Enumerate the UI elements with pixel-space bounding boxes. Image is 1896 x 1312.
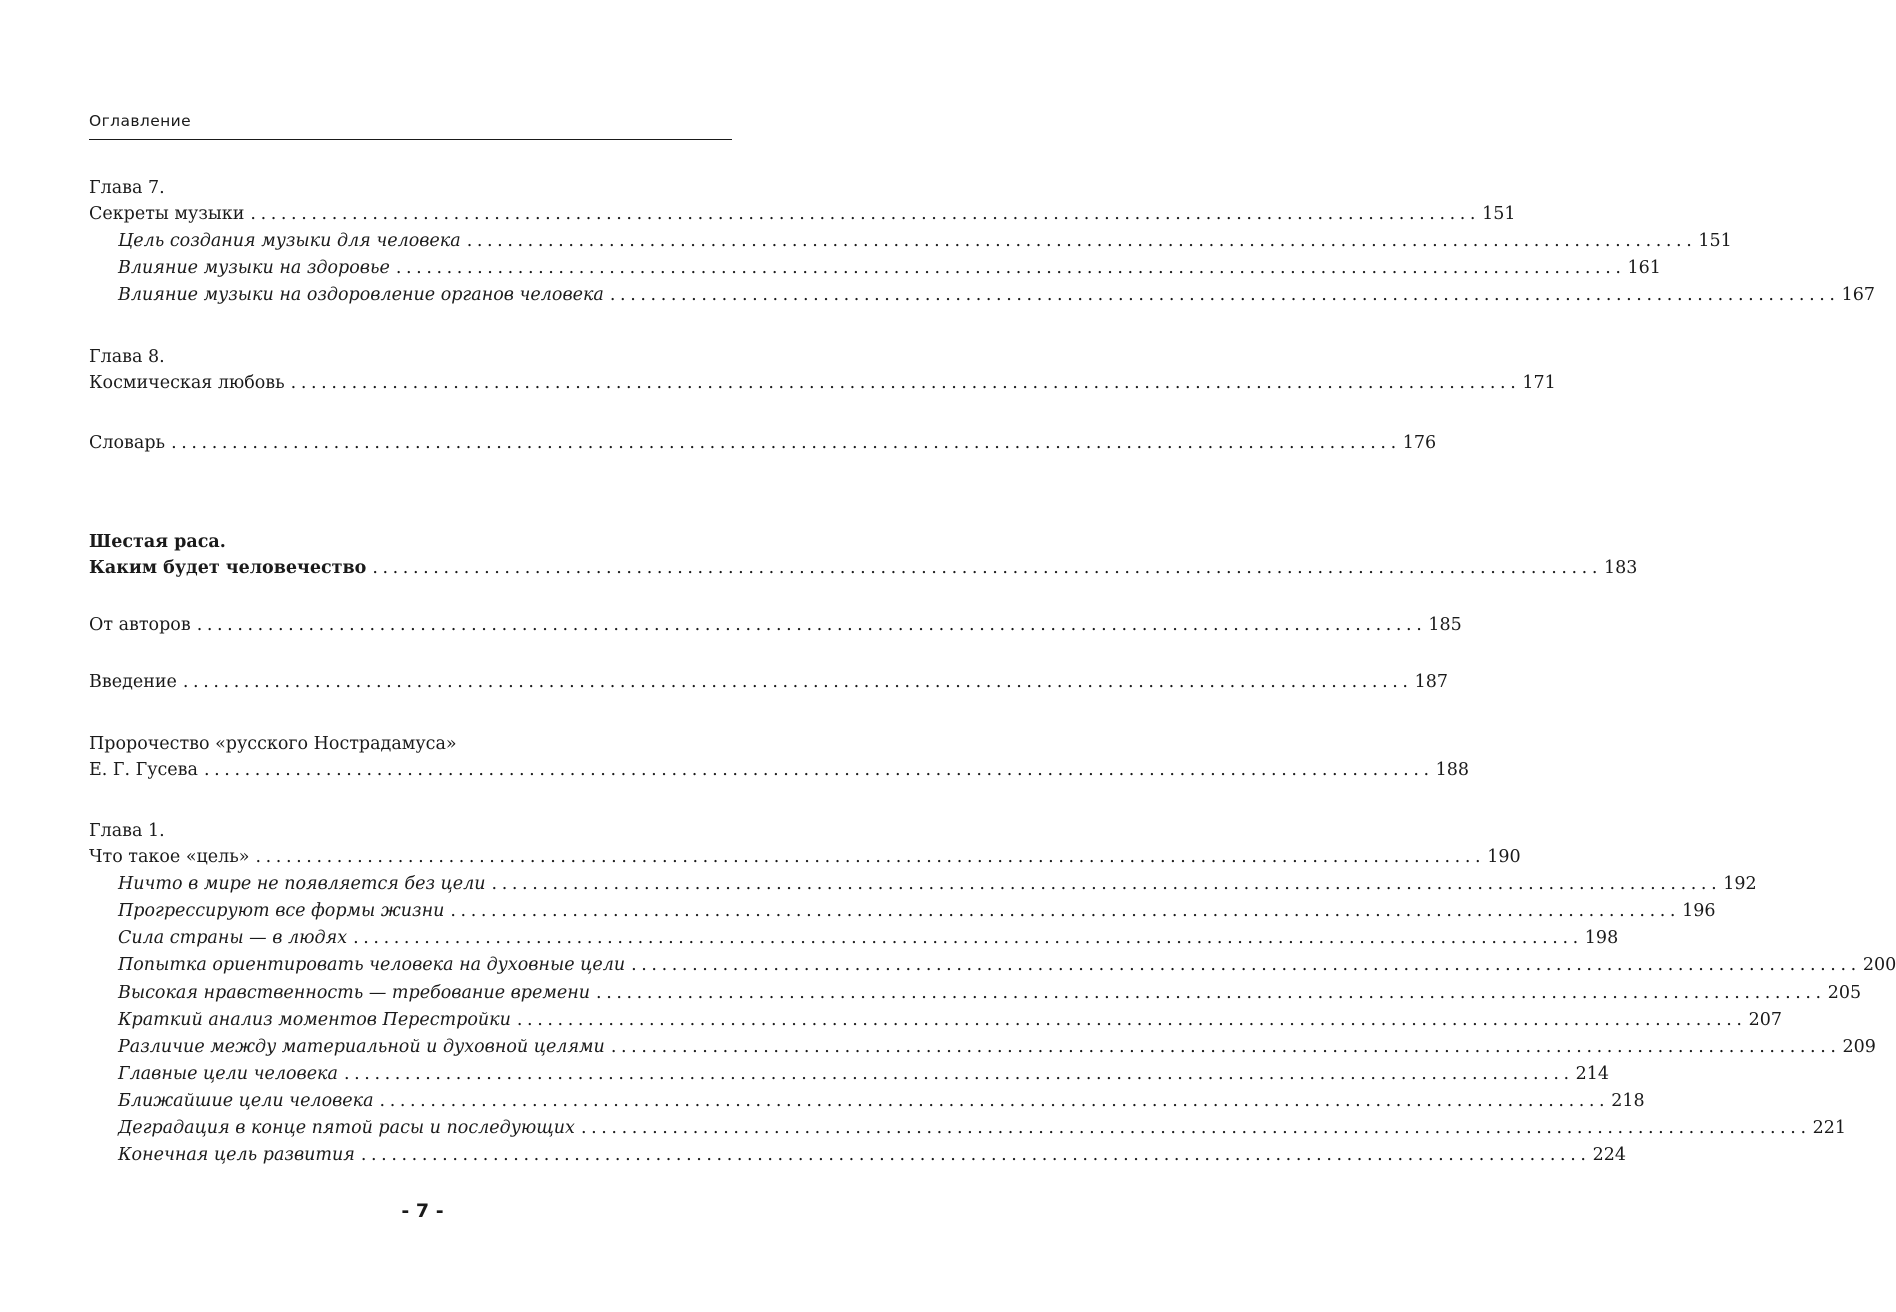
toc-subentry[interactable]: [118, 1116, 1847, 1140]
toc-subentry-title: Краткий анализ моментов Перестройки: [118, 1010, 511, 1030]
leader-dots: .........................................................................................................................: [372, 558, 1603, 578]
leader-dots: .........................................................................................................................: [379, 1091, 1610, 1111]
entry-label: Пророчество «русского Нострадамуса»: [89, 734, 457, 754]
toc-subentry[interactable]: [118, 1035, 1876, 1059]
toc-subentry[interactable]: [118, 283, 1875, 307]
toc-subentry-title: Ближайшие цели человека: [118, 1091, 374, 1111]
toc-entry-page: 187: [1414, 672, 1448, 692]
toc-subentry-page: 167: [1841, 285, 1875, 305]
leader-dots: .........................................................................................................................: [596, 983, 1826, 1003]
toc-subentry-page: 200: [1862, 955, 1896, 975]
leader-dots: .........................................................................................................................: [203, 760, 1434, 780]
toc-entry-page: 190: [1487, 847, 1521, 867]
leader-dots: .........................................................................................................................: [466, 231, 1697, 251]
toc-entry-page: 151: [1482, 204, 1516, 224]
part-label: Шестая раса.: [89, 532, 226, 552]
leader-dots: .........................................................................................................................: [196, 615, 1427, 635]
toc-entry[interactable]: [89, 613, 1462, 637]
toc-subentry-page: 151: [1698, 231, 1732, 251]
toc-subentry[interactable]: [118, 1089, 1645, 1113]
toc-subentry-page: 214: [1575, 1064, 1610, 1084]
toc-subentry[interactable]: [118, 953, 1896, 977]
leader-dots: .........................................................................................................................: [450, 901, 1681, 921]
toc-subentry-page: 221: [1812, 1118, 1847, 1138]
leader-dots: .........................................................................................................................: [516, 1010, 1747, 1030]
chapter-label: Глава 7.: [89, 178, 165, 198]
toc-subentry-page: 161: [1627, 258, 1661, 278]
leader-dots: .........................................................................................................................: [343, 1064, 1574, 1084]
toc-subentry[interactable]: [118, 229, 1732, 253]
toc-subentry-title: Влияние музыки на здоровье: [118, 258, 390, 278]
leader-dots: .........................................................................................................................: [580, 1118, 1811, 1138]
toc-subentry[interactable]: [118, 256, 1661, 280]
toc-subentry[interactable]: [118, 1062, 1610, 1086]
toc-subentry-title: Цель создания музыки для человека: [118, 231, 461, 251]
toc-subentry-title: Деградация в конце пятой расы и последующих: [118, 1118, 575, 1138]
toc-subentry-title: Прогрессируют все формы жизни: [118, 901, 445, 921]
toc-subentry-title: Конечная цель развития: [118, 1145, 355, 1165]
toc-entry[interactable]: [89, 556, 1638, 580]
toc-subentry-title: Ничто в мире не появляется без цели: [118, 874, 486, 894]
header-rule: [89, 139, 732, 140]
toc-subentry-page: 198: [1584, 928, 1619, 948]
toc-subentry-title: Попытка ориентировать человека на духовные цели: [118, 955, 626, 975]
toc-subentry-page: 205: [1827, 983, 1862, 1003]
leader-dots: .........................................................................................................................: [631, 955, 1861, 975]
toc-subentry[interactable]: [118, 1008, 1782, 1032]
leader-dots: .........................................................................................................................: [360, 1145, 1591, 1165]
toc-entry-page: 176: [1402, 433, 1437, 453]
toc-entry-title: Космическая любовь: [89, 373, 285, 393]
toc-entry-title: Словарь: [89, 433, 166, 453]
leader-dots: .........................................................................................................................: [250, 204, 1481, 224]
toc-entry[interactable]: [89, 758, 1470, 782]
toc-subentry[interactable]: [118, 926, 1619, 950]
leader-dots: .........................................................................................................................: [255, 847, 1486, 867]
toc-entry-title: Секреты музыки: [89, 204, 245, 224]
leader-dots: .........................................................................................................................: [290, 373, 1521, 393]
leader-dots: .........................................................................................................................: [171, 433, 1401, 453]
toc-entry-page: 183: [1604, 558, 1638, 578]
toc-subentry[interactable]: [118, 981, 1862, 1005]
toc-entry[interactable]: [89, 670, 1448, 694]
toc-subentry-title: Влияние музыки на оздоровление органов человека: [118, 285, 604, 305]
running-header: Оглавление: [89, 112, 192, 130]
toc-subentry-title: Высокая нравственность — требование времени: [118, 983, 591, 1003]
leader-dots: .........................................................................................................................: [395, 258, 1626, 278]
toc-subentry-page: 218: [1611, 1091, 1645, 1111]
toc-entry[interactable]: [89, 431, 1437, 455]
toc-entry-title: Каким будет человечество: [89, 558, 367, 578]
toc-entry[interactable]: [89, 371, 1556, 395]
chapter-label: Глава 8.: [89, 347, 165, 367]
toc-subentry-title: Различие между материальной и духовной целями: [118, 1037, 605, 1057]
toc-entry-page: 185: [1428, 615, 1462, 635]
toc-entry-title: От авторов: [89, 615, 191, 635]
leader-dots: .........................................................................................................................: [353, 928, 1583, 948]
toc-subentry[interactable]: [118, 872, 1757, 896]
toc-entry-page: 171: [1522, 373, 1556, 393]
toc-subentry-page: 196: [1682, 901, 1716, 921]
leader-dots: .........................................................................................................................: [182, 672, 1413, 692]
toc-subentry-page: 224: [1592, 1145, 1626, 1165]
chapter-label: Глава 1.: [89, 821, 165, 841]
toc-subentry[interactable]: [118, 1143, 1626, 1167]
toc-entry[interactable]: [89, 202, 1516, 226]
toc-entry-title: Введение: [89, 672, 177, 692]
toc-entry[interactable]: [89, 845, 1521, 869]
leader-dots: .........................................................................................................................: [610, 1037, 1841, 1057]
toc-subentry-page: 209: [1842, 1037, 1876, 1057]
toc-entry-title: Е. Г. Гусева: [89, 760, 198, 780]
leader-dots: .........................................................................................................................: [491, 874, 1722, 894]
toc-entry-title: Что такое «цель»: [89, 847, 250, 867]
toc-subentry-title: Сила страны — в людях: [118, 928, 348, 948]
toc-subentry-page: 207: [1748, 1010, 1782, 1030]
toc-subentry-title: Главные цели человека: [118, 1064, 338, 1084]
toc-entry-page: 188: [1435, 760, 1470, 780]
toc-subentry-page: 192: [1723, 874, 1757, 894]
toc-subentry[interactable]: [118, 899, 1716, 923]
page-number: - 7 -: [401, 1200, 444, 1222]
leader-dots: .........................................................................................................................: [609, 285, 1840, 305]
